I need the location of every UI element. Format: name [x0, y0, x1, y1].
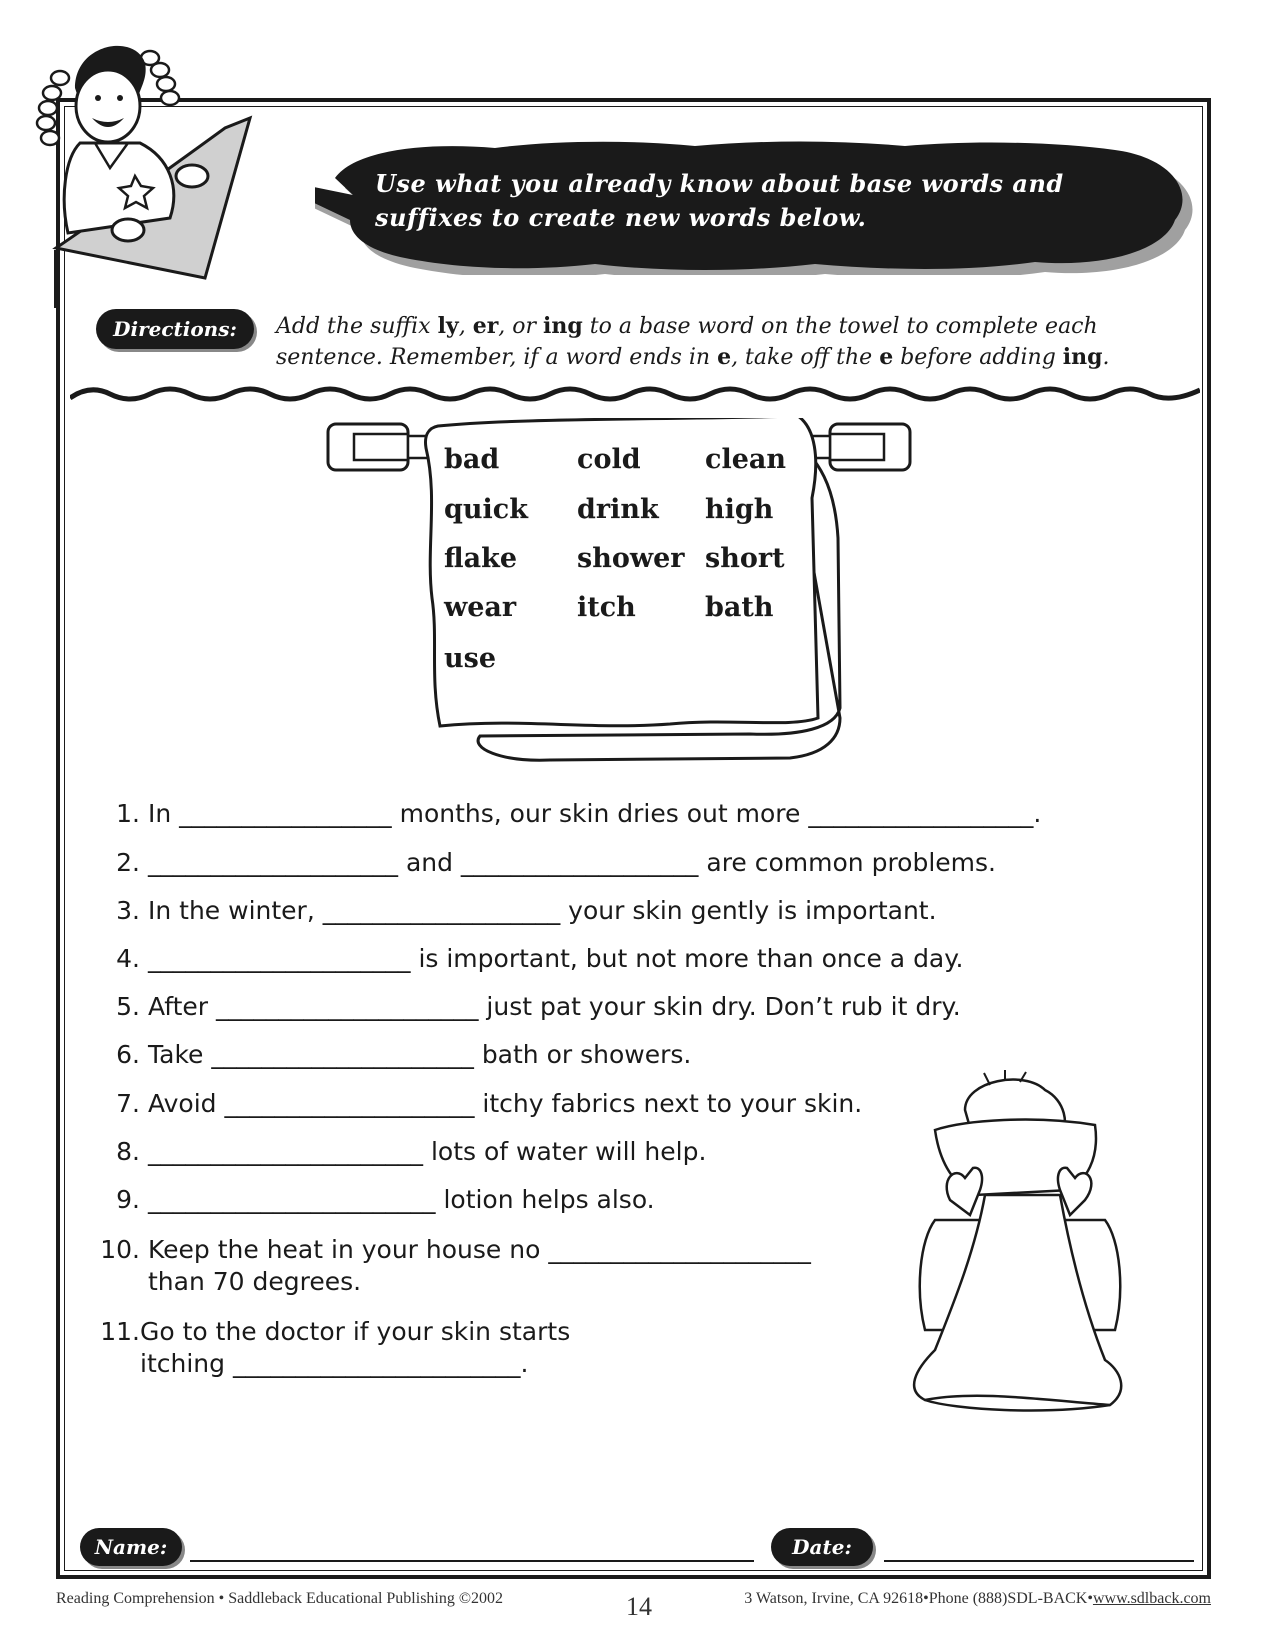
footer-publisher: Reading Comprehension • Saddleback Educational Publishing ©2002 — [56, 1590, 504, 1607]
boy-with-towel-illustration — [895, 1070, 1155, 1420]
question-text: In the winter, ___________________ your skin gently is important. — [148, 896, 937, 925]
directions-line-2 — [276, 342, 1176, 373]
question-number: 11. — [100, 1317, 140, 1346]
directions-fragment: , take off the — [731, 345, 880, 370]
suffix-ing: ing — [543, 313, 583, 339]
towel-word: use — [444, 643, 497, 674]
page-number: 14 — [626, 1592, 652, 1621]
towel-word: wear — [444, 592, 517, 623]
directions-fragment: , or — [498, 314, 544, 339]
girl-illustration — [20, 18, 280, 308]
towel-word: drink — [577, 494, 659, 525]
directions-fragment: , — [458, 314, 473, 339]
directions-text — [276, 311, 1176, 373]
header-instruction — [375, 167, 1135, 235]
question-number: 5. — [116, 992, 140, 1021]
directions-fragment: sentence. Remember, if a word ends in — [276, 345, 718, 370]
suffix-er: er — [472, 313, 499, 339]
name-label: Name: — [80, 1528, 182, 1566]
question-number: 9. — [116, 1185, 140, 1214]
towel-word: itch — [577, 592, 636, 623]
publisher-website-link[interactable]: www.sdlback.com — [1092, 1590, 1211, 1607]
towel-word: flake — [444, 543, 518, 574]
question-number: 3. — [116, 896, 140, 925]
directions-fragment: . — [1102, 345, 1110, 370]
towel-word: clean — [705, 444, 786, 475]
question-text: Keep the heat in your house no _____________________ — [148, 1235, 811, 1264]
towel-word: quick — [444, 494, 528, 525]
directions-fragment: to a base word on the towel to complete each — [582, 314, 1098, 339]
date-label: Date: — [771, 1528, 873, 1566]
directions-fragment: before adding — [893, 345, 1063, 370]
towel-word: bath — [705, 592, 774, 623]
header-line-2: suffixes to create new words below. — [375, 203, 867, 232]
footer-address: 3 Watson, Irvine, CA 92618•Phone (888)SDL-BACK• — [744, 1590, 1093, 1607]
suffix-ing: ing — [1062, 344, 1103, 370]
footer-contact — [744, 1590, 1211, 1608]
name-field[interactable] — [190, 1560, 754, 1562]
question-number: 8. — [116, 1137, 140, 1166]
towel-word: cold — [577, 444, 641, 475]
question-text-continued: itching _______________________. — [140, 1349, 529, 1378]
question-text: _____________________ is important, but not more than once a day. — [148, 944, 964, 973]
question-text-continued: than 70 degrees. — [148, 1267, 362, 1296]
wavy-divider — [70, 380, 1200, 410]
question-text: ____________________ and ___________________ are common problems. — [148, 848, 996, 877]
question-text: In _________________ months, our skin dries out more __________________. — [148, 799, 1042, 828]
suffix-ly: ly — [437, 313, 459, 339]
question-number: 4. — [116, 944, 140, 973]
directions-line-1 — [276, 311, 1176, 342]
question-text: ______________________ lots of water will help. — [148, 1137, 707, 1166]
date-field[interactable] — [884, 1560, 1194, 1562]
towel-word: shower — [577, 543, 685, 574]
question-text: Avoid ____________________ itchy fabrics next to your skin. — [148, 1089, 863, 1118]
question-number: 2. — [116, 848, 140, 877]
question-text: Go to the doctor if your skin starts — [140, 1317, 571, 1346]
letter-e: e — [879, 344, 894, 370]
question-text: After _____________________ just pat your skin dry. Don’t rub it dry. — [148, 992, 961, 1021]
question-text: Take _____________________ bath or showers. — [148, 1040, 692, 1069]
question-number: 10. — [100, 1235, 140, 1264]
towel-word: bad — [444, 444, 500, 475]
towel-word: high — [705, 494, 774, 525]
towel-word: short — [705, 543, 785, 574]
header-line-1: Use what you already know about base words and — [375, 169, 1064, 198]
question-number: 6. — [116, 1040, 140, 1069]
directions-label: Directions: — [96, 309, 254, 349]
letter-e: e — [717, 344, 732, 370]
question-number: 1. — [116, 799, 140, 828]
question-text: _______________________ lotion helps also. — [148, 1185, 655, 1214]
towel-illustration — [320, 418, 980, 788]
question-number: 7. — [116, 1089, 140, 1118]
directions-fragment: Add the suffix — [276, 314, 438, 339]
